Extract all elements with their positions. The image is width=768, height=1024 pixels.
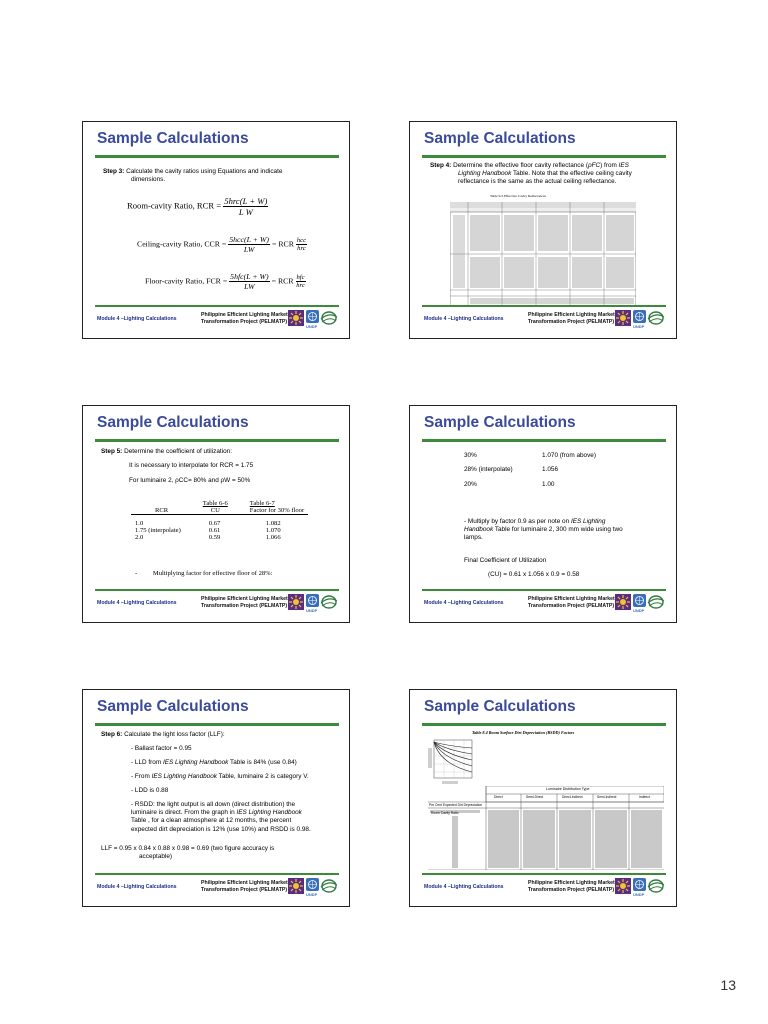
un-logo-icon <box>633 878 646 891</box>
rcr-num: 5hrc(L + W) <box>224 196 268 206</box>
table-header-row-1 <box>131 500 308 507</box>
llf-1: LLF = 0.95 x 0.84 x 0.88 x 0.98 = 0.69 (two figure accuracy is <box>101 845 275 852</box>
rho-fc: ρFC <box>587 162 601 169</box>
project-label: Philippine Efficient Lighting Market Transformation Project (PELMATP) <box>528 596 615 609</box>
un-logo-text: UNDP <box>633 324 645 329</box>
final-cu-equation: (CU) = 0.61 x 1.056 x 0.9 = 0.58 <box>488 571 580 578</box>
table-head-cell: Table 6-7 <box>249 500 275 507</box>
category-semi-direct: Semi-Direct <box>526 795 544 799</box>
step-text <box>103 168 282 184</box>
ccr-den: LW <box>243 245 255 254</box>
lld-c: Table is 84% (use 0.84) <box>230 759 297 766</box>
factor-row-2-value: 1.056 <box>542 466 558 473</box>
title-rule <box>422 155 666 158</box>
factor-row-2-label: 28% (interpolate) <box>464 466 513 473</box>
gef-logo-icon <box>320 594 338 610</box>
sun-logo-icon <box>288 594 304 610</box>
table-cell: 1.066 <box>265 534 281 541</box>
distribution-type-header: Luminaire Distribution Type <box>546 787 590 791</box>
mult-d: Table for luminaire 2, 300 mm wide using two <box>494 526 623 534</box>
sun-logo-icon <box>615 594 631 610</box>
rsdd-block <box>131 801 345 834</box>
slide-step5 <box>82 405 350 623</box>
ies-ref: IES <box>618 162 629 169</box>
factor-row-3-value: 1.00 <box>542 481 555 488</box>
fcr-equation <box>145 272 306 291</box>
un-logo-icon <box>633 594 646 607</box>
footer-rule <box>422 589 666 591</box>
llf-2: acceptable) <box>139 853 173 861</box>
table-cell: 1.75 (interpolate) <box>135 527 181 534</box>
llf-result <box>101 845 274 861</box>
un-logo-text: UNDP <box>306 608 318 613</box>
from-c: Table, luminaire 2 is category V. <box>218 773 309 780</box>
fcr-hfc: hfc <box>296 274 305 281</box>
handbook-ref: Lighting Handbook <box>458 170 512 178</box>
fcr-eq: = RCR <box>271 276 294 286</box>
un-logo-text: UNDP <box>306 324 318 329</box>
footer-rule <box>95 873 339 875</box>
title-rule <box>95 155 339 158</box>
table-cell: 0.61 <box>208 527 221 534</box>
un-logo-text: UNDP <box>306 892 318 897</box>
table-header-row-2 <box>131 507 308 515</box>
ccr-equation <box>137 235 307 254</box>
title-rule <box>95 723 339 726</box>
slide-rsdd-table <box>409 689 677 907</box>
rsdd-2a: luminaire is direct. From the graph in <box>131 809 235 817</box>
un-logo-icon <box>306 310 319 323</box>
module-label: Module 4 –Lighting Calculations <box>97 600 177 606</box>
project-label: Philippine Efficient Lighting Market Transformation Project (PELMATP) <box>201 312 288 325</box>
sun-logo-icon <box>615 878 631 894</box>
footer-rule <box>95 589 339 591</box>
lld-a: - LLD from <box>131 759 162 766</box>
category-line <box>131 773 309 781</box>
factor-row-3-label: 20% <box>464 481 477 488</box>
slide-title: Sample Calculations <box>97 130 249 147</box>
un-logo-text: UNDP <box>633 892 645 897</box>
from-a: - From <box>131 773 150 780</box>
category-direct: Direct <box>494 795 503 799</box>
step-label: Step 6: <box>101 731 123 738</box>
category-semi-indirect: Semi-Indirect <box>597 795 617 799</box>
slide-step3 <box>82 121 350 339</box>
factor-row-1-label: 30% <box>464 452 477 459</box>
mult-a: - Multiply by factor 0.9 as per note on <box>464 518 570 525</box>
note-text: Multiplying factor for effective floor of 28%: <box>152 570 273 577</box>
step-desc: Calculate the light loss factor (LLF): <box>124 731 225 738</box>
module-label: Module 4 –Lighting Calculations <box>97 884 177 890</box>
table-head-cell <box>131 500 185 507</box>
from-b: IES Lighting Handbook <box>151 773 217 780</box>
final-cu-label: Final Coefficient of Utilization <box>464 557 547 564</box>
gef-logo-icon <box>647 878 665 894</box>
un-logo-icon <box>633 310 646 323</box>
table-head-cell: Factor for 30% floor <box>249 507 305 514</box>
ccr-eq: = RCR <box>271 239 294 249</box>
un-logo-icon <box>306 594 319 607</box>
reflectance-table-image <box>450 202 636 306</box>
table-row <box>131 534 308 541</box>
note-dash: - <box>135 570 138 577</box>
mult-b: IES Lighting <box>570 518 606 525</box>
lld-b: IES Lighting Handbook <box>162 759 229 766</box>
step-text <box>101 731 225 739</box>
mult-c: Handbook <box>464 526 494 534</box>
ccr-num: 5hcc(L + W) <box>229 235 270 244</box>
step-desc: Calculate the cavity ratios using Equations and indicate <box>126 168 283 175</box>
gef-logo-icon <box>320 878 338 894</box>
slide-title: Sample Calculations <box>424 414 576 431</box>
table-head-cell: RCR <box>155 507 169 514</box>
module-label: Module 4 –Lighting Calculations <box>424 884 504 890</box>
rsdd-2b: IES Lighting Handbook <box>236 809 302 817</box>
multiply-note <box>464 518 664 543</box>
rsdd-3: Table , for a clean atmosphere at 12 months, the percent <box>131 817 292 825</box>
footer-rule <box>422 305 666 307</box>
title-rule <box>422 439 666 442</box>
ccr-label: Ceiling-cavity Ratio, CCR = <box>137 239 227 249</box>
table-cell: 2.0 <box>135 534 144 541</box>
rcr-label: Room-cavity Ratio, RCR = <box>127 200 222 211</box>
table-head-cell: Table 6-6 <box>202 500 228 507</box>
category-direct-indirect: Direct-Indirect <box>562 795 583 799</box>
ballast-factor: - Ballast factor = 0.95 <box>131 745 192 752</box>
table-cell: 1.070 <box>265 527 281 534</box>
slide-title: Sample Calculations <box>97 698 249 715</box>
sun-logo-icon <box>288 310 304 326</box>
rcr-den: L W <box>238 207 253 217</box>
room-cavity-ratio-label: Room Cavity Ratio <box>431 811 459 815</box>
step-label: Step 4: <box>430 162 452 169</box>
page-number: 13 <box>720 977 736 993</box>
table-cell: 0.59 <box>208 534 221 541</box>
step-desc-a: Determine the effective floor cavity reflectance ( <box>453 162 588 169</box>
module-label: Module 4 –Lighting Calculations <box>97 316 177 322</box>
ccr-hcc: hcc <box>296 237 307 244</box>
sun-logo-icon <box>288 878 304 894</box>
table-cell: 1.082 <box>265 520 281 527</box>
gef-logo-icon <box>647 594 665 610</box>
fcr-den: LW <box>244 282 255 291</box>
step-label: Step 3: <box>103 168 125 175</box>
module-label: Module 4 –Lighting Calculations <box>424 600 504 606</box>
table-cell: 0.67 <box>208 520 221 527</box>
slide-title: Sample Calculations <box>97 414 249 431</box>
ccr-hrc: hrc <box>297 245 306 252</box>
project-label: Philippine Efficient Lighting Market Transformation Project (PELMATP) <box>528 880 615 893</box>
step-desc-2: Table. Note that the effective ceiling cavity <box>512 170 632 178</box>
step-text <box>101 448 232 456</box>
rsdd-table-image <box>428 786 664 870</box>
mult-e: lamps. <box>464 534 483 542</box>
step-desc-c: ) from <box>600 162 617 169</box>
slide-title: Sample Calculations <box>424 698 576 715</box>
project-label: Philippine Efficient Lighting Market Transformation Project (PELMATP) <box>201 596 288 609</box>
step-text <box>430 162 632 187</box>
rsdd-graph-image <box>428 738 474 786</box>
category-indirect: Indirect <box>639 795 650 799</box>
step-desc-2: dimensions. <box>131 176 166 184</box>
fcr-label: Floor-cavity Ratio, FCR = <box>145 276 228 286</box>
rcr-equation <box>127 196 268 217</box>
footer-rule <box>95 305 339 307</box>
rsdd-4: expected dirt depreciation is 12% (use 10%) and RSDD is 0.98. <box>131 825 311 833</box>
table-head-cell: CU <box>210 507 220 514</box>
title-rule <box>422 723 666 726</box>
slide-step4 <box>409 121 677 339</box>
interpolate-line: It is necessary to interpolate for RCR = 1.75 <box>129 462 254 469</box>
gef-logo-icon <box>647 310 665 326</box>
rsdd-caption: Table 8.4 Room Surface Dirt Depreciation (RSDD) Factors <box>472 730 575 735</box>
fcr-num: 5hfc(L + W) <box>230 272 269 281</box>
footer-rule <box>422 873 666 875</box>
table-caption: Table 9-5 Effective Cavity Reflectances <box>490 194 546 198</box>
title-rule <box>95 439 339 442</box>
table-row <box>131 515 308 528</box>
luminaire-line: For luminaire 2, ρCC= 80% and ρW = 50% <box>129 477 251 484</box>
table-cell: 1.0 <box>135 520 144 527</box>
step-label: Step 5: <box>101 448 123 455</box>
dirt-depreciation-label: Per Cent Expected Dirt Depreciation <box>429 803 483 807</box>
project-label: Philippine Efficient Lighting Market Transformation Project (PELMATP) <box>201 880 288 893</box>
project-label: Philippine Efficient Lighting Market Transformation Project (PELMATP) <box>528 312 615 325</box>
slide-step6 <box>82 689 350 907</box>
factor-row-1-value: 1.070 (from above) <box>542 452 596 459</box>
sun-logo-icon <box>615 310 631 326</box>
multiplying-note <box>135 570 273 577</box>
module-label: Module 4 –Lighting Calculations <box>424 316 504 322</box>
cu-table <box>131 500 308 541</box>
step-desc-3: reflectance is the same as the actual ceiling reflectance. <box>458 178 617 186</box>
lld-line <box>131 759 297 767</box>
fcr-hrc: hrc <box>296 282 305 289</box>
un-logo-icon <box>306 878 319 891</box>
gef-logo-icon <box>320 310 338 326</box>
ldd-line: - LDD is 0.88 <box>131 787 169 794</box>
step-desc: Determine the coefficient of utilization: <box>124 448 232 455</box>
un-logo-text: UNDP <box>633 608 645 613</box>
rsdd-1: - RSDD: the light output is all down (direct distribution) the <box>131 801 296 808</box>
table-row <box>131 527 308 534</box>
slide-cu-final <box>409 405 677 623</box>
slide-title: Sample Calculations <box>424 130 576 147</box>
